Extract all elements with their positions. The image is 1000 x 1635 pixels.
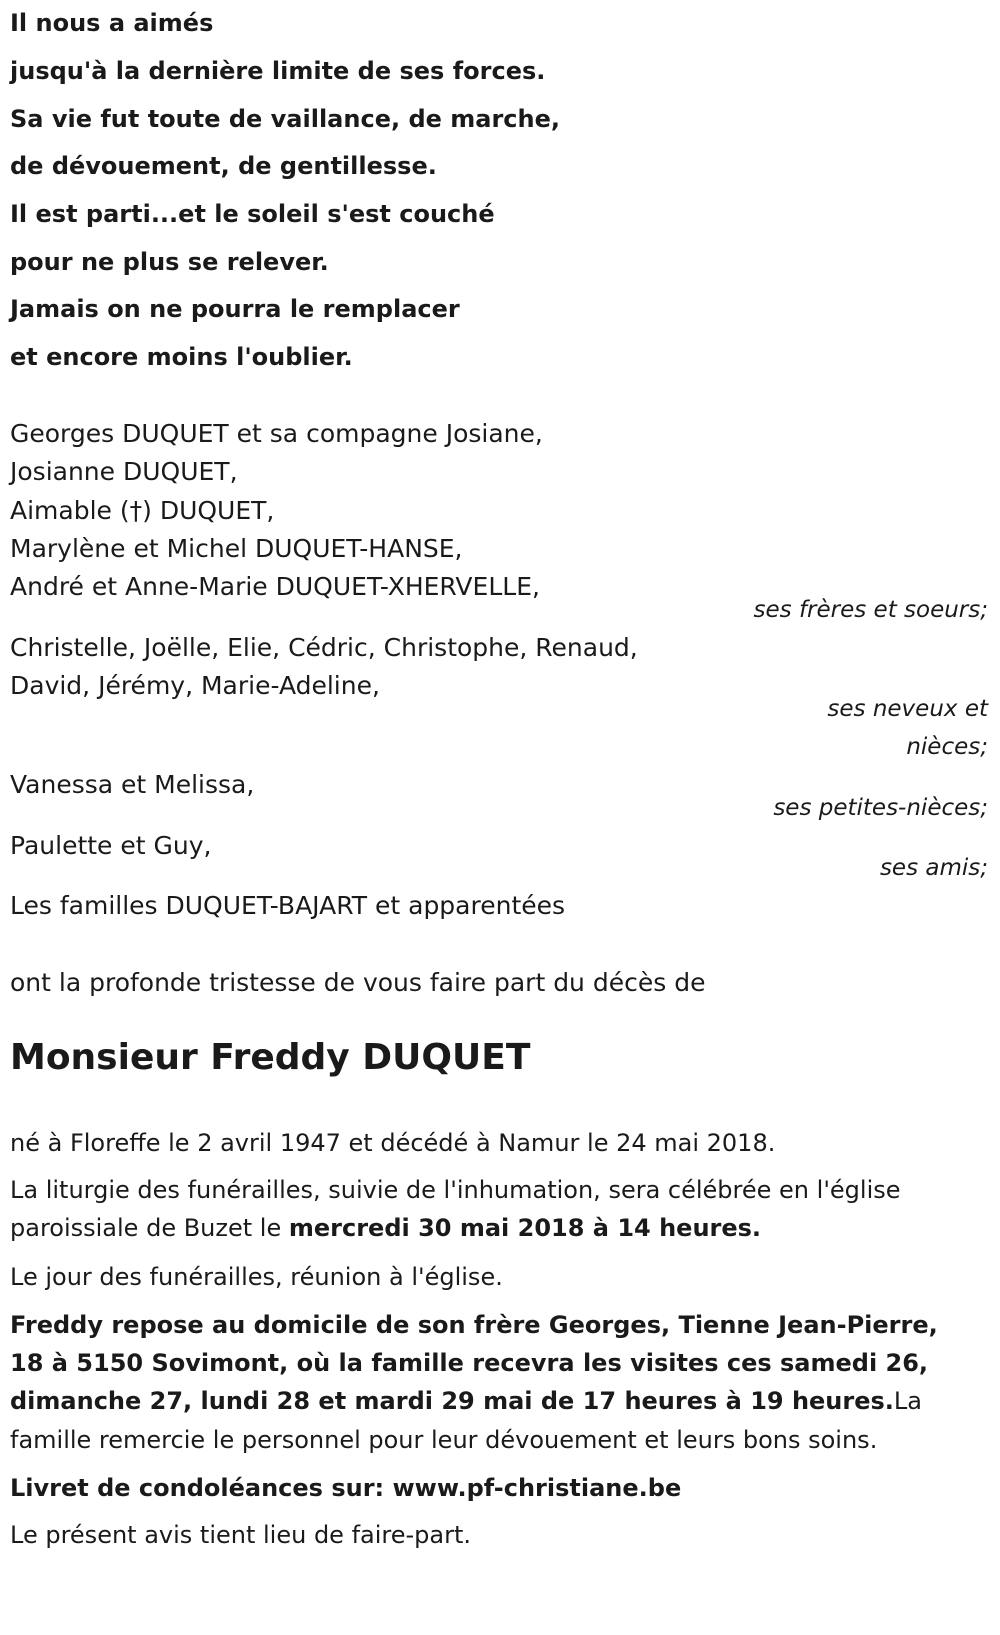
visits-text: 18 à 5150 Sovimont, où la famille recevra les visites ces samedi 26,	[10, 1349, 929, 1377]
poem-line: Jamais on ne pourra le remplacer	[10, 295, 460, 323]
liturgy-text	[10, 1213, 761, 1243]
family-member-line: Aimable (†) DUQUET,	[10, 496, 275, 525]
meeting-text: Le jour des funérailles, réunion à l'église.	[10, 1263, 503, 1291]
poem-line: jusqu'à la dernière limite de ses forces.	[10, 57, 546, 85]
funeral-date: mercredi 30 mai 2018 à 14 heures.	[288, 1214, 762, 1242]
visits-text: Freddy repose au domicile de son frère Georges, Tienne Jean-Pierre,	[10, 1311, 938, 1339]
notice-text: Le présent avis tient lieu de faire-part.	[10, 1521, 472, 1549]
birth-death-text: né à Floreffe le 2 avril 1947 et décédé à Namur le 24 mai 2018.	[10, 1129, 776, 1157]
visits-continuation: La	[893, 1387, 922, 1415]
family-member-line: Les familles DUQUET-BAJART et apparentées	[10, 891, 566, 920]
poem-line: pour ne plus se relever.	[10, 248, 329, 276]
relation-siblings: ses frères et soeurs;	[753, 597, 988, 623]
poem-line: et encore moins l'oublier.	[10, 343, 353, 371]
visits-text	[10, 1386, 922, 1416]
visits-schedule: dimanche 27, lundi 28 et mardi 29 mai de 17 heures à 19 heures.	[10, 1387, 894, 1415]
deceased-name: Monsieur Freddy DUQUET	[10, 1037, 531, 1078]
thanks-text: famille remercie le personnel pour leur dévouement et leurs bons soins.	[10, 1426, 878, 1454]
relation-nephews: ses neveux et	[827, 696, 988, 722]
relation-grandnieces: ses petites-nièces;	[773, 795, 988, 821]
family-member-line: Georges DUQUET et sa compagne Josiane,	[10, 419, 543, 448]
family-member-line: Josianne DUQUET,	[10, 457, 238, 486]
family-member-line: Paulette et Guy,	[10, 831, 212, 860]
relation-friends: ses amis;	[879, 855, 988, 881]
family-member-line: André et Anne-Marie DUQUET-XHERVELLE,	[10, 572, 540, 601]
family-member-line: Vanessa et Melissa,	[10, 770, 255, 799]
poem-line: Sa vie fut toute de vaillance, de marche,	[10, 105, 560, 133]
family-member-line: Marylène et Michel DUQUET-HANSE,	[10, 534, 463, 563]
announcement-text: ont la profonde tristesse de vous faire part du décès de	[10, 968, 706, 997]
family-member-line: David, Jérémy, Marie-Adeline,	[10, 671, 380, 700]
poem-line: de dévouement, de gentillesse.	[10, 152, 437, 180]
liturgy-prefix: paroissiale de Buzet le	[10, 1214, 289, 1242]
liturgy-text: La liturgie des funérailles, suivie de l'inhumation, sera célébrée en l'église	[10, 1176, 901, 1204]
poem-line: Il est parti...et le soleil s'est couché	[10, 200, 495, 228]
condolences-link[interactable]: Livret de condoléances sur: www.pf-christiane.be	[10, 1474, 682, 1502]
poem-line: Il nous a aimés	[10, 9, 214, 37]
relation-nephews: nièces;	[906, 734, 988, 760]
family-member-line: Christelle, Joëlle, Elie, Cédric, Christophe, Renaud,	[10, 633, 638, 662]
